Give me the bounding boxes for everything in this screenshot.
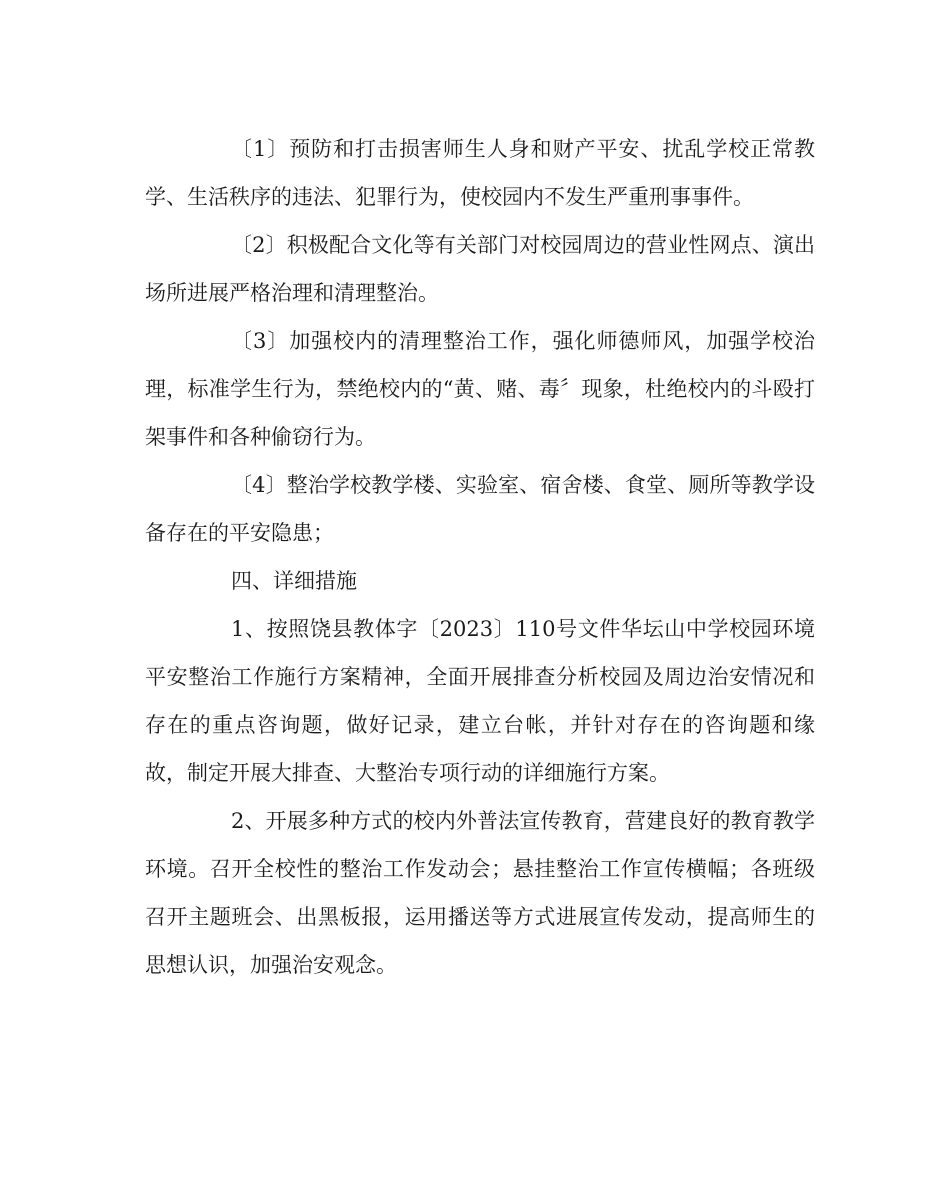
measure-item-2: 2、开展多种方式的校内外普法宣传教育，营建良好的教育教学环境。召开全校性的整治工作发动会；悬挂整治工作宣传横幅；各班级召开主题班会、出黑板报，运用播送等方式进展宣传发动，提高师生的思想认识，加强治安观念。 <box>145 809 815 977</box>
measure-item-1: 1、按照饶县教体字〔2023〕110号文件华坛山中学校园环境平安整治工作施行方案精神，全面开展排查分析校园及周边治安情况和存在的重点咨询题，做好记录，建立台帐，并针对存在的咨询题和缘故，制定开展大排查、大整治专项行动的详细施行方案。 <box>145 617 815 785</box>
paragraph-item-1: 〔1〕预防和打击损害师生人身和财产平安、扰乱学校正常教学、生活秩序的违法、犯罪行为，使校园内不发生严重刑事事件。 <box>145 137 815 209</box>
section-heading: 四、详细措施 <box>231 569 357 593</box>
paragraph-item-3: 〔3〕加强校内的清理整治工作，强化师德师风，加强学校治理，标准学生行为，禁绝校内的“黄、赌、毒〞现象，杜绝校内的斗殴打架事件和各种偷窃行为。 <box>145 329 815 449</box>
paragraph-item-4: 〔4〕整治学校教学楼、实验室、宿舍楼、食堂、厕所等教学设备存在的平安隐患； <box>145 473 815 545</box>
document-body <box>145 125 815 989</box>
paragraph-item-2: 〔2〕积极配合文化等有关部门对校园周边的营业性网点、演出场所进展严格治理和清理整治。 <box>145 233 815 305</box>
